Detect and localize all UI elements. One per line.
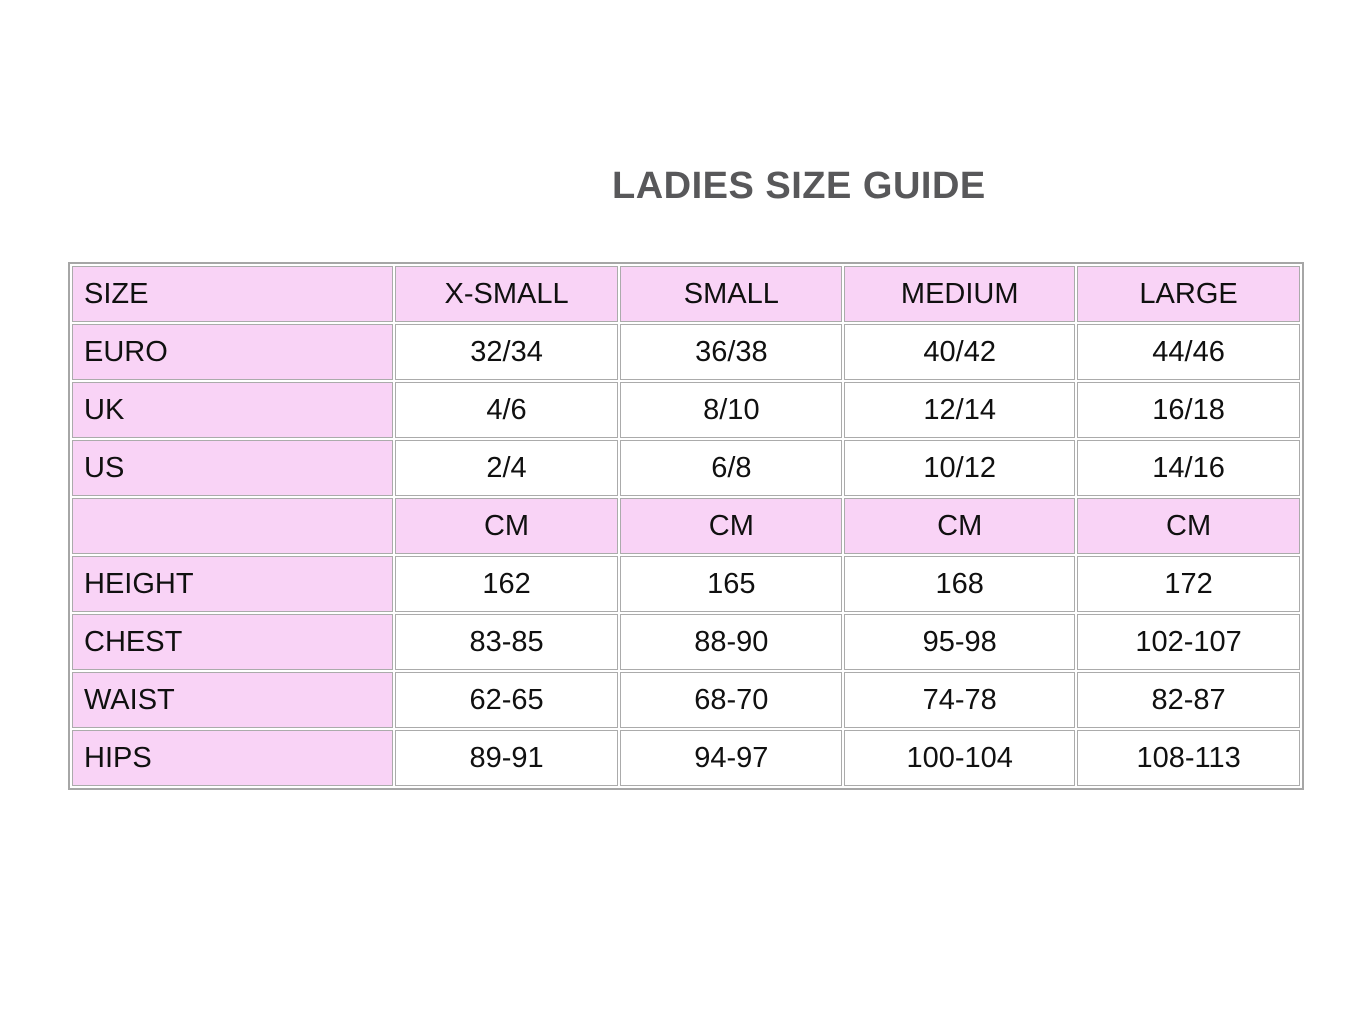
value-cell: 44/46: [1077, 324, 1300, 380]
unit-cell: CM: [395, 498, 619, 554]
value-cell: 14/16: [1077, 440, 1300, 496]
value-cell: 8/10: [620, 382, 842, 438]
row-uk: [72, 382, 1300, 438]
header-row: [72, 266, 1300, 322]
value-cell: 82-87: [1077, 672, 1300, 728]
value-cell: 36/38: [620, 324, 842, 380]
value-cell: 89-91: [395, 730, 619, 786]
row-label: CHEST: [72, 614, 393, 670]
header-cell-medium: MEDIUM: [844, 266, 1075, 322]
unit-cell: CM: [844, 498, 1075, 554]
header-cell-xsmall: X-SMALL: [395, 266, 619, 322]
row-waist: [72, 672, 1300, 728]
value-cell: 2/4: [395, 440, 619, 496]
row-chest: [72, 614, 1300, 670]
value-cell: 40/42: [844, 324, 1075, 380]
ladies-size-table: [68, 262, 1304, 790]
value-cell: 74-78: [844, 672, 1075, 728]
header-cell-size: SIZE: [72, 266, 393, 322]
page-title: LADIES SIZE GUIDE: [612, 165, 986, 207]
row-hips: [72, 730, 1300, 786]
unit-cell: CM: [1077, 498, 1300, 554]
header-cell-large: LARGE: [1077, 266, 1300, 322]
value-cell: 94-97: [620, 730, 842, 786]
unit-cell: CM: [620, 498, 842, 554]
value-cell: 165: [620, 556, 842, 612]
row-label: HIPS: [72, 730, 393, 786]
value-cell: 100-104: [844, 730, 1075, 786]
value-cell: 6/8: [620, 440, 842, 496]
row-label: WAIST: [72, 672, 393, 728]
value-cell: 62-65: [395, 672, 619, 728]
value-cell: 108-113: [1077, 730, 1300, 786]
row-us: [72, 440, 1300, 496]
header-cell-small: SMALL: [620, 266, 842, 322]
value-cell: 162: [395, 556, 619, 612]
value-cell: 83-85: [395, 614, 619, 670]
value-cell: 172: [1077, 556, 1300, 612]
row-euro: [72, 324, 1300, 380]
row-label: [72, 498, 393, 554]
row-height: [72, 556, 1300, 612]
row-label: EURO: [72, 324, 393, 380]
value-cell: 88-90: [620, 614, 842, 670]
value-cell: 68-70: [620, 672, 842, 728]
value-cell: 95-98: [844, 614, 1075, 670]
row-label: UK: [72, 382, 393, 438]
value-cell: 10/12: [844, 440, 1075, 496]
value-cell: 12/14: [844, 382, 1075, 438]
value-cell: 32/34: [395, 324, 619, 380]
value-cell: 102-107: [1077, 614, 1300, 670]
value-cell: 16/18: [1077, 382, 1300, 438]
value-cell: 168: [844, 556, 1075, 612]
row-label: HEIGHT: [72, 556, 393, 612]
row-label: US: [72, 440, 393, 496]
value-cell: 4/6: [395, 382, 619, 438]
row-units-cm: [72, 498, 1300, 554]
